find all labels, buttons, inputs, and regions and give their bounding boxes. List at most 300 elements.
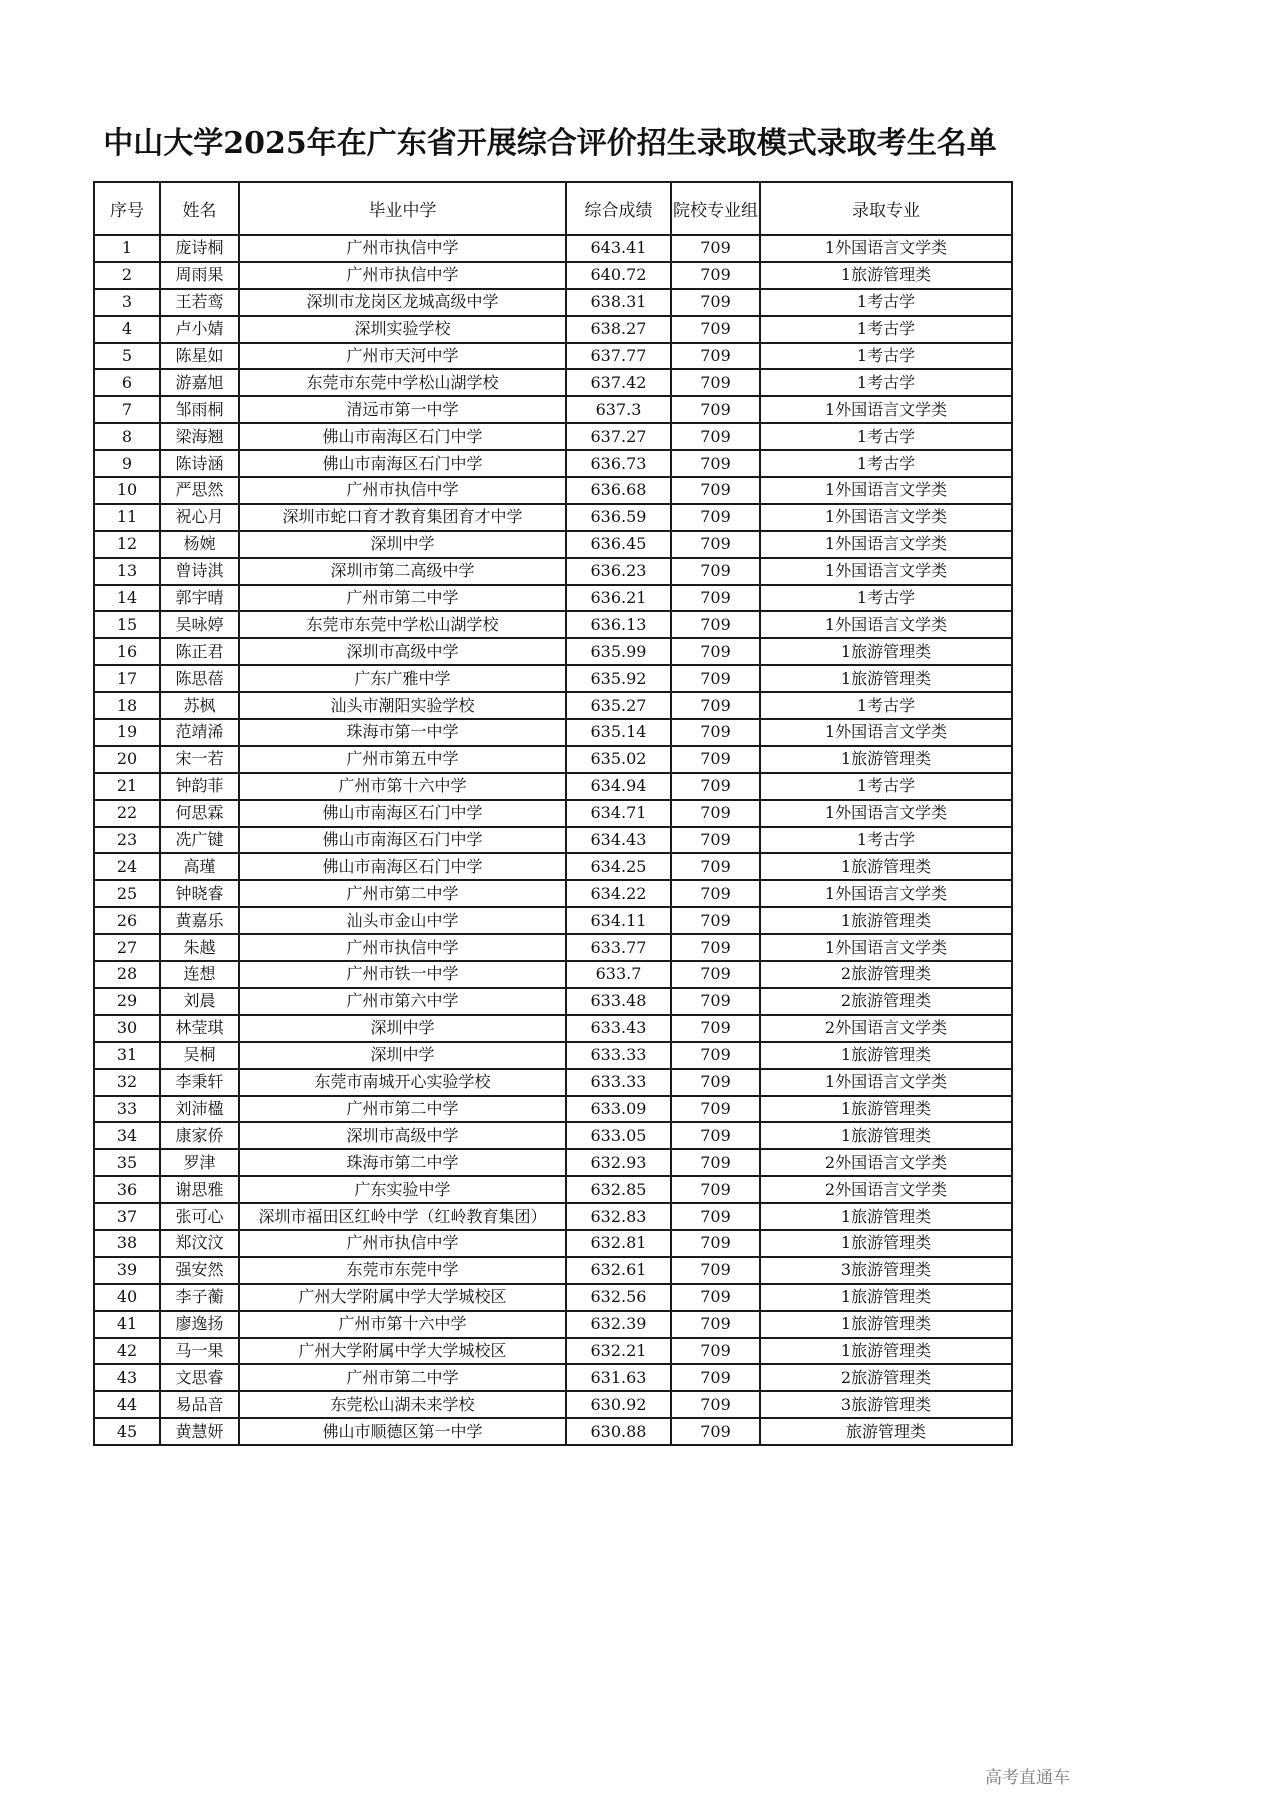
school-cell: 广州市天河中学 [239, 343, 566, 370]
score-cell: 636.59 [566, 504, 671, 531]
school-cell: 佛山市南海区石门中学 [239, 827, 566, 854]
name-cell: 陈诗涵 [160, 450, 239, 477]
major-group-cell: 709 [671, 934, 760, 961]
name-cell: 王若鸾 [160, 289, 239, 316]
admitted-major-cell: 1考古学 [760, 423, 1012, 450]
admitted-major-cell: 1旅游管理类 [760, 262, 1012, 289]
header-name: 姓名 [160, 182, 239, 235]
serial-number-cell: 30 [94, 1015, 160, 1042]
school-cell: 广州大学附属中学大学城校区 [239, 1338, 566, 1365]
table-row [94, 1096, 1012, 1123]
school-cell: 广州大学附属中学大学城校区 [239, 1284, 566, 1311]
serial-number-cell: 37 [94, 1203, 160, 1230]
admitted-major-cell: 1考古学 [760, 289, 1012, 316]
serial-number-cell: 26 [94, 907, 160, 934]
major-group-cell: 709 [671, 1176, 760, 1203]
table-row [94, 934, 1012, 961]
major-group-cell: 709 [671, 235, 760, 262]
major-group-cell: 709 [671, 907, 760, 934]
header-school: 毕业中学 [239, 182, 566, 235]
major-group-cell: 709 [671, 1338, 760, 1365]
score-cell: 634.71 [566, 800, 671, 827]
major-group-cell: 709 [671, 1015, 760, 1042]
score-cell: 643.41 [566, 235, 671, 262]
admitted-major-cell: 1外国语言文学类 [760, 235, 1012, 262]
major-group-cell: 709 [671, 1203, 760, 1230]
score-cell: 637.27 [566, 423, 671, 450]
table-row [94, 1391, 1012, 1418]
score-cell: 633.43 [566, 1015, 671, 1042]
major-group-cell: 709 [671, 1230, 760, 1257]
major-group-cell: 709 [671, 746, 760, 773]
admitted-major-cell: 1旅游管理类 [760, 907, 1012, 934]
table-body [94, 235, 1012, 1445]
school-cell: 佛山市南海区石门中学 [239, 423, 566, 450]
major-group-cell: 709 [671, 585, 760, 612]
school-cell: 广州市第十六中学 [239, 773, 566, 800]
major-group-cell: 709 [671, 1042, 760, 1069]
serial-number-cell: 28 [94, 961, 160, 988]
school-cell: 东莞市南城开心实验学校 [239, 1069, 566, 1096]
serial-number-cell: 3 [94, 289, 160, 316]
table-row [94, 827, 1012, 854]
school-cell: 广州市执信中学 [239, 934, 566, 961]
serial-number-cell: 27 [94, 934, 160, 961]
serial-number-cell: 2 [94, 262, 160, 289]
table-row [94, 1418, 1012, 1445]
score-cell: 633.33 [566, 1042, 671, 1069]
score-cell: 634.25 [566, 853, 671, 880]
table-row [94, 289, 1012, 316]
major-group-cell: 709 [671, 638, 760, 665]
name-cell: 谢思雅 [160, 1176, 239, 1203]
admitted-major-cell: 1外国语言文学类 [760, 880, 1012, 907]
name-cell: 林莹琪 [160, 1015, 239, 1042]
serial-number-cell: 4 [94, 316, 160, 343]
score-cell: 635.14 [566, 719, 671, 746]
serial-number-cell: 1 [94, 235, 160, 262]
school-cell: 汕头市潮阳实验学校 [239, 692, 566, 719]
major-group-cell: 709 [671, 369, 760, 396]
major-group-cell: 709 [671, 665, 760, 692]
school-cell: 广州市第二中学 [239, 1096, 566, 1123]
serial-number-cell: 39 [94, 1257, 160, 1284]
score-cell: 633.77 [566, 934, 671, 961]
score-cell: 632.85 [566, 1176, 671, 1203]
major-group-cell: 709 [671, 531, 760, 558]
school-cell: 深圳市高级中学 [239, 1122, 566, 1149]
serial-number-cell: 42 [94, 1338, 160, 1365]
table-row [94, 907, 1012, 934]
name-cell: 廖逸扬 [160, 1311, 239, 1338]
major-group-cell: 709 [671, 988, 760, 1015]
name-cell: 陈思蓓 [160, 665, 239, 692]
table-row [94, 1257, 1012, 1284]
admitted-major-cell: 1旅游管理类 [760, 1284, 1012, 1311]
admitted-major-cell: 1考古学 [760, 369, 1012, 396]
table-row [94, 1311, 1012, 1338]
table-row [94, 880, 1012, 907]
table-row [94, 504, 1012, 531]
name-cell: 吴桐 [160, 1042, 239, 1069]
score-cell: 634.43 [566, 827, 671, 854]
major-group-cell: 709 [671, 477, 760, 504]
score-cell: 635.99 [566, 638, 671, 665]
table-row [94, 450, 1012, 477]
score-cell: 636.73 [566, 450, 671, 477]
score-cell: 632.83 [566, 1203, 671, 1230]
score-cell: 635.27 [566, 692, 671, 719]
table-row [94, 1203, 1012, 1230]
serial-number-cell: 22 [94, 800, 160, 827]
score-cell: 634.22 [566, 880, 671, 907]
school-cell: 深圳市蛇口育才教育集团育才中学 [239, 504, 566, 531]
admitted-major-cell: 1外国语言文学类 [760, 1069, 1012, 1096]
admitted-major-cell: 1考古学 [760, 585, 1012, 612]
watermark: 高考直通车 [985, 1768, 1070, 1788]
document-title: 中山大学2025年在广东省开展综合评价招生录取模式录取考生名单 [103, 126, 997, 161]
major-group-cell: 709 [671, 800, 760, 827]
school-cell: 佛山市南海区石门中学 [239, 800, 566, 827]
serial-number-cell: 17 [94, 665, 160, 692]
serial-number-cell: 44 [94, 1391, 160, 1418]
serial-number-cell: 5 [94, 343, 160, 370]
school-cell: 佛山市南海区石门中学 [239, 853, 566, 880]
admitted-major-cell: 1旅游管理类 [760, 665, 1012, 692]
table-row [94, 611, 1012, 638]
school-cell: 深圳实验学校 [239, 316, 566, 343]
serial-number-cell: 25 [94, 880, 160, 907]
major-group-cell: 709 [671, 558, 760, 585]
admitted-major-cell: 1考古学 [760, 692, 1012, 719]
score-cell: 640.72 [566, 262, 671, 289]
school-cell: 佛山市顺德区第一中学 [239, 1418, 566, 1445]
name-cell: 郭宇晴 [160, 585, 239, 612]
table-row [94, 746, 1012, 773]
school-cell: 汕头市金山中学 [239, 907, 566, 934]
score-cell: 631.63 [566, 1364, 671, 1391]
score-cell: 636.21 [566, 585, 671, 612]
name-cell: 宋一若 [160, 746, 239, 773]
school-cell: 深圳市龙岗区龙城高级中学 [239, 289, 566, 316]
name-cell: 黄慧妍 [160, 1418, 239, 1445]
table-row [94, 1015, 1012, 1042]
admitted-major-cell: 1旅游管理类 [760, 1122, 1012, 1149]
serial-number-cell: 11 [94, 504, 160, 531]
major-group-cell: 709 [671, 1257, 760, 1284]
table-row [94, 719, 1012, 746]
admitted-major-cell: 3旅游管理类 [760, 1391, 1012, 1418]
serial-number-cell: 38 [94, 1230, 160, 1257]
name-cell: 冼广键 [160, 827, 239, 854]
major-group-cell: 709 [671, 961, 760, 988]
admitted-major-cell: 1外国语言文学类 [760, 531, 1012, 558]
serial-number-cell: 20 [94, 746, 160, 773]
name-cell: 卢小婧 [160, 316, 239, 343]
serial-number-cell: 24 [94, 853, 160, 880]
name-cell: 杨婉 [160, 531, 239, 558]
serial-number-cell: 36 [94, 1176, 160, 1203]
score-cell: 634.94 [566, 773, 671, 800]
table-row [94, 1338, 1012, 1365]
admitted-major-cell: 1旅游管理类 [760, 1230, 1012, 1257]
school-cell: 广东实验中学 [239, 1176, 566, 1203]
serial-number-cell: 40 [94, 1284, 160, 1311]
admitted-major-cell: 1外国语言文学类 [760, 477, 1012, 504]
serial-number-cell: 9 [94, 450, 160, 477]
admitted-major-cell: 1考古学 [760, 773, 1012, 800]
admitted-major-cell: 3旅游管理类 [760, 1257, 1012, 1284]
name-cell: 郑汶汶 [160, 1230, 239, 1257]
name-cell: 朱越 [160, 934, 239, 961]
name-cell: 范靖浠 [160, 719, 239, 746]
name-cell: 陈正君 [160, 638, 239, 665]
admitted-major-cell: 2旅游管理类 [760, 1364, 1012, 1391]
serial-number-cell: 45 [94, 1418, 160, 1445]
admitted-major-cell: 1外国语言文学类 [760, 719, 1012, 746]
table-row [94, 1069, 1012, 1096]
table-row [94, 800, 1012, 827]
serial-number-cell: 29 [94, 988, 160, 1015]
name-cell: 黄嘉乐 [160, 907, 239, 934]
major-group-cell: 709 [671, 396, 760, 423]
admitted-major-cell: 1考古学 [760, 343, 1012, 370]
table-row [94, 343, 1012, 370]
score-cell: 634.11 [566, 907, 671, 934]
school-cell: 东莞市东莞中学松山湖学校 [239, 611, 566, 638]
school-cell: 广州市执信中学 [239, 477, 566, 504]
serial-number-cell: 12 [94, 531, 160, 558]
table-row [94, 558, 1012, 585]
school-cell: 广州市执信中学 [239, 235, 566, 262]
serial-number-cell: 16 [94, 638, 160, 665]
score-cell: 637.3 [566, 396, 671, 423]
table-header-row [94, 182, 1012, 235]
table-row [94, 988, 1012, 1015]
name-cell: 邹雨桐 [160, 396, 239, 423]
name-cell: 强安然 [160, 1257, 239, 1284]
admitted-major-cell: 1旅游管理类 [760, 1203, 1012, 1230]
score-cell: 630.92 [566, 1391, 671, 1418]
school-cell: 深圳中学 [239, 531, 566, 558]
name-cell: 罗津 [160, 1149, 239, 1176]
admitted-major-cell: 1外国语言文学类 [760, 934, 1012, 961]
admitted-major-cell: 1旅游管理类 [760, 638, 1012, 665]
admitted-major-cell: 1旅游管理类 [760, 1042, 1012, 1069]
name-cell: 刘沛楹 [160, 1096, 239, 1123]
admitted-major-cell: 1考古学 [760, 450, 1012, 477]
name-cell: 易品音 [160, 1391, 239, 1418]
table-row [94, 316, 1012, 343]
name-cell: 高瑾 [160, 853, 239, 880]
serial-number-cell: 32 [94, 1069, 160, 1096]
school-cell: 广州市第十六中学 [239, 1311, 566, 1338]
name-cell: 吴咏婷 [160, 611, 239, 638]
table-row [94, 423, 1012, 450]
table-row [94, 477, 1012, 504]
admitted-major-cell: 1考古学 [760, 316, 1012, 343]
serial-number-cell: 8 [94, 423, 160, 450]
school-cell: 深圳中学 [239, 1042, 566, 1069]
serial-number-cell: 6 [94, 369, 160, 396]
serial-number-cell: 19 [94, 719, 160, 746]
table-row [94, 585, 1012, 612]
score-cell: 637.77 [566, 343, 671, 370]
serial-number-cell: 13 [94, 558, 160, 585]
table-row [94, 1122, 1012, 1149]
score-cell: 632.56 [566, 1284, 671, 1311]
school-cell: 东莞市东莞中学松山湖学校 [239, 369, 566, 396]
admitted-major-cell: 1考古学 [760, 827, 1012, 854]
major-group-cell: 709 [671, 316, 760, 343]
admitted-major-cell: 1旅游管理类 [760, 1096, 1012, 1123]
admitted-major-cell: 2外国语言文学类 [760, 1149, 1012, 1176]
score-cell: 632.21 [566, 1338, 671, 1365]
serial-number-cell: 7 [94, 396, 160, 423]
name-cell: 梁海翘 [160, 423, 239, 450]
serial-number-cell: 14 [94, 585, 160, 612]
major-group-cell: 709 [671, 1284, 760, 1311]
major-group-cell: 709 [671, 1096, 760, 1123]
name-cell: 康家侨 [160, 1122, 239, 1149]
major-group-cell: 709 [671, 719, 760, 746]
score-cell: 635.02 [566, 746, 671, 773]
major-group-cell: 709 [671, 1122, 760, 1149]
name-cell: 苏枫 [160, 692, 239, 719]
header-major-group: 院校专业组 [671, 182, 760, 235]
school-cell: 东莞市东莞中学 [239, 1257, 566, 1284]
major-group-cell: 709 [671, 827, 760, 854]
school-cell: 珠海市第一中学 [239, 719, 566, 746]
table-row [94, 1149, 1012, 1176]
serial-number-cell: 35 [94, 1149, 160, 1176]
score-cell: 633.48 [566, 988, 671, 1015]
score-cell: 633.05 [566, 1122, 671, 1149]
score-cell: 636.45 [566, 531, 671, 558]
score-cell: 632.39 [566, 1311, 671, 1338]
name-cell: 文思睿 [160, 1364, 239, 1391]
admitted-major-cell: 2旅游管理类 [760, 961, 1012, 988]
name-cell: 连想 [160, 961, 239, 988]
school-cell: 广东广雅中学 [239, 665, 566, 692]
header-score: 综合成绩 [566, 182, 671, 235]
major-group-cell: 709 [671, 1418, 760, 1445]
school-cell: 佛山市南海区石门中学 [239, 450, 566, 477]
score-cell: 638.31 [566, 289, 671, 316]
school-cell: 广州市第二中学 [239, 880, 566, 907]
table-row [94, 692, 1012, 719]
major-group-cell: 709 [671, 450, 760, 477]
serial-number-cell: 23 [94, 827, 160, 854]
admitted-major-cell: 旅游管理类 [760, 1418, 1012, 1445]
score-cell: 635.92 [566, 665, 671, 692]
admitted-major-cell: 1旅游管理类 [760, 853, 1012, 880]
school-cell: 广州市第二中学 [239, 585, 566, 612]
table-row [94, 773, 1012, 800]
score-cell: 633.33 [566, 1069, 671, 1096]
table-row [94, 1284, 1012, 1311]
admitted-major-cell: 2外国语言文学类 [760, 1015, 1012, 1042]
school-cell: 珠海市第二中学 [239, 1149, 566, 1176]
table-row [94, 961, 1012, 988]
score-cell: 630.88 [566, 1418, 671, 1445]
admitted-major-cell: 1外国语言文学类 [760, 504, 1012, 531]
name-cell: 何思霖 [160, 800, 239, 827]
major-group-cell: 709 [671, 1311, 760, 1338]
name-cell: 李子蘅 [160, 1284, 239, 1311]
admitted-major-cell: 1旅游管理类 [760, 746, 1012, 773]
name-cell: 刘晨 [160, 988, 239, 1015]
score-cell: 638.27 [566, 316, 671, 343]
serial-number-cell: 43 [94, 1364, 160, 1391]
score-cell: 632.93 [566, 1149, 671, 1176]
serial-number-cell: 15 [94, 611, 160, 638]
school-cell: 深圳市第二高级中学 [239, 558, 566, 585]
admitted-major-cell: 2外国语言文学类 [760, 1176, 1012, 1203]
major-group-cell: 709 [671, 504, 760, 531]
major-group-cell: 709 [671, 880, 760, 907]
school-cell: 广州市执信中学 [239, 262, 566, 289]
school-cell: 广州市执信中学 [239, 1230, 566, 1257]
header-admitted-major: 录取专业 [760, 182, 1012, 235]
serial-number-cell: 41 [94, 1311, 160, 1338]
school-cell: 清远市第一中学 [239, 396, 566, 423]
score-cell: 637.42 [566, 369, 671, 396]
score-cell: 633.7 [566, 961, 671, 988]
name-cell: 曾诗淇 [160, 558, 239, 585]
score-cell: 636.23 [566, 558, 671, 585]
major-group-cell: 709 [671, 1069, 760, 1096]
name-cell: 李秉轩 [160, 1069, 239, 1096]
major-group-cell: 709 [671, 423, 760, 450]
admitted-major-cell: 1外国语言文学类 [760, 558, 1012, 585]
major-group-cell: 709 [671, 692, 760, 719]
serial-number-cell: 34 [94, 1122, 160, 1149]
serial-number-cell: 31 [94, 1042, 160, 1069]
major-group-cell: 709 [671, 853, 760, 880]
major-group-cell: 709 [671, 611, 760, 638]
score-cell: 633.09 [566, 1096, 671, 1123]
admitted-major-cell: 2旅游管理类 [760, 988, 1012, 1015]
name-cell: 马一果 [160, 1338, 239, 1365]
school-cell: 深圳市高级中学 [239, 638, 566, 665]
table-row [94, 262, 1012, 289]
name-cell: 周雨果 [160, 262, 239, 289]
table-row [94, 369, 1012, 396]
school-cell: 深圳中学 [239, 1015, 566, 1042]
table-row [94, 853, 1012, 880]
table-row [94, 1042, 1012, 1069]
table-row [94, 665, 1012, 692]
school-cell: 广州市第二中学 [239, 1364, 566, 1391]
table-row [94, 531, 1012, 558]
score-cell: 632.61 [566, 1257, 671, 1284]
major-group-cell: 709 [671, 262, 760, 289]
name-cell: 庞诗桐 [160, 235, 239, 262]
admission-table [93, 181, 1013, 1446]
serial-number-cell: 21 [94, 773, 160, 800]
school-cell: 广州市铁一中学 [239, 961, 566, 988]
admitted-major-cell: 1外国语言文学类 [760, 800, 1012, 827]
name-cell: 严思然 [160, 477, 239, 504]
school-cell: 深圳市福田区红岭中学（红岭教育集团） [239, 1203, 566, 1230]
major-group-cell: 709 [671, 773, 760, 800]
major-group-cell: 709 [671, 343, 760, 370]
major-group-cell: 709 [671, 1364, 760, 1391]
admitted-major-cell: 1外国语言文学类 [760, 611, 1012, 638]
score-cell: 632.81 [566, 1230, 671, 1257]
name-cell: 祝心月 [160, 504, 239, 531]
